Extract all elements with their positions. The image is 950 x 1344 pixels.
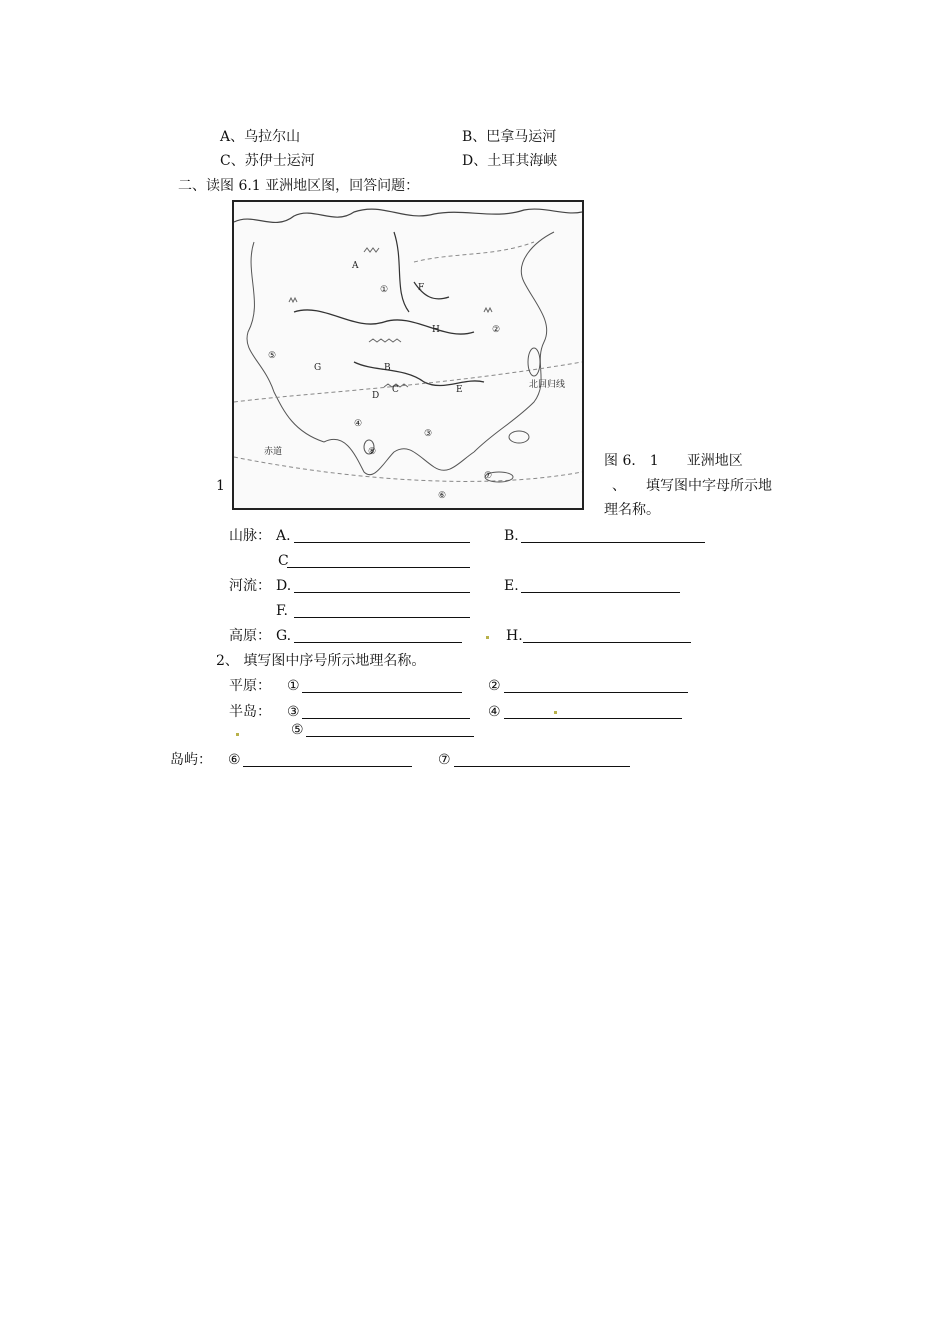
field-4-label: ④ [488, 704, 501, 720]
map-label-f: F [418, 283, 425, 293]
answer-line-1[interactable] [302, 692, 462, 693]
figure-caption: 图 6． 1 亚洲地区 [604, 453, 743, 469]
field-h-label: H. [506, 628, 523, 644]
map-label-b: B [384, 363, 391, 373]
map-label-6: ⑥ [438, 491, 447, 501]
field-a-label: A. [276, 528, 291, 544]
field-6-label: ⑥ [228, 752, 241, 768]
map-label-3: ③ [424, 429, 433, 439]
islands-label: 岛屿： [170, 752, 212, 768]
field-d-label: D. [276, 578, 292, 594]
map-label-c: C [392, 385, 399, 395]
map-label-g: G [314, 363, 322, 373]
field-1-label: ① [287, 678, 300, 694]
mountains-label: 山脉： [229, 528, 271, 544]
field-c-label: C [278, 553, 289, 569]
rivers-label: 河流： [229, 578, 271, 594]
answer-line-d[interactable] [294, 592, 470, 593]
q1-text-line1: 填写图中字母所示地 [646, 478, 772, 494]
speck-mark [486, 636, 489, 639]
map-label-8: ⑧ [368, 447, 377, 457]
map-label-1: ① [380, 285, 389, 295]
field-b-label: B. [504, 528, 519, 544]
q2-title: 2、 填写图中序号所示地理名称。 [216, 653, 426, 669]
map-label-e: E [456, 385, 463, 395]
asia-map-drawing [234, 202, 582, 508]
answer-line-7[interactable] [454, 766, 630, 767]
answer-line-h[interactable] [523, 642, 691, 643]
option-c: C、苏伊士运河 [220, 153, 315, 169]
field-7-label: ⑦ [438, 752, 451, 768]
map-label-tropic: 北回归线 [529, 380, 566, 390]
plateaus-label: 高原： [229, 628, 271, 644]
map-label-2: ② [492, 325, 501, 335]
answer-line-4[interactable] [504, 718, 682, 719]
answer-line-2[interactable] [504, 692, 688, 693]
q1-number: 1 [216, 478, 225, 494]
speck-mark [236, 733, 239, 736]
map-label-equator: 赤道 [264, 447, 283, 457]
map-label-h: H [432, 325, 440, 335]
answer-line-f[interactable] [294, 617, 470, 618]
option-a: A、乌拉尔山 [220, 129, 301, 145]
answer-line-c[interactable] [287, 567, 470, 568]
answer-line-6[interactable] [243, 766, 412, 767]
option-d: D、土耳其海峡 [462, 153, 558, 169]
field-2-label: ② [488, 678, 501, 694]
option-b: B、巴拿马运河 [462, 129, 557, 145]
q1-separator: 、 [612, 478, 626, 494]
answer-line-e[interactable] [521, 592, 680, 593]
field-5-label: ⑤ [291, 722, 304, 738]
q1-text-line2: 理名称。 [604, 502, 660, 518]
map-label-a: A [352, 261, 359, 271]
peninsulas-label: 半岛： [229, 704, 271, 720]
answer-line-b[interactable] [521, 542, 705, 543]
field-e-label: E. [504, 578, 519, 594]
answer-line-5[interactable] [306, 736, 474, 737]
field-3-label: ③ [287, 704, 300, 720]
answer-line-g[interactable] [294, 642, 462, 643]
question-2-title: 二、读图 6.1 亚洲地区图，回答问题： [178, 178, 420, 194]
answer-line-3[interactable] [302, 718, 470, 719]
answer-line-a[interactable] [294, 542, 470, 543]
asia-map [232, 200, 584, 510]
map-label-5: ⑤ [268, 351, 277, 361]
map-label-7: ⑦ [484, 471, 493, 481]
map-label-4: ④ [354, 419, 363, 429]
field-g-label: G. [276, 628, 292, 644]
map-label-d: D [372, 391, 380, 401]
plains-label: 平原： [229, 678, 271, 694]
field-f-label: F. [276, 603, 288, 619]
speck-mark [554, 711, 557, 714]
